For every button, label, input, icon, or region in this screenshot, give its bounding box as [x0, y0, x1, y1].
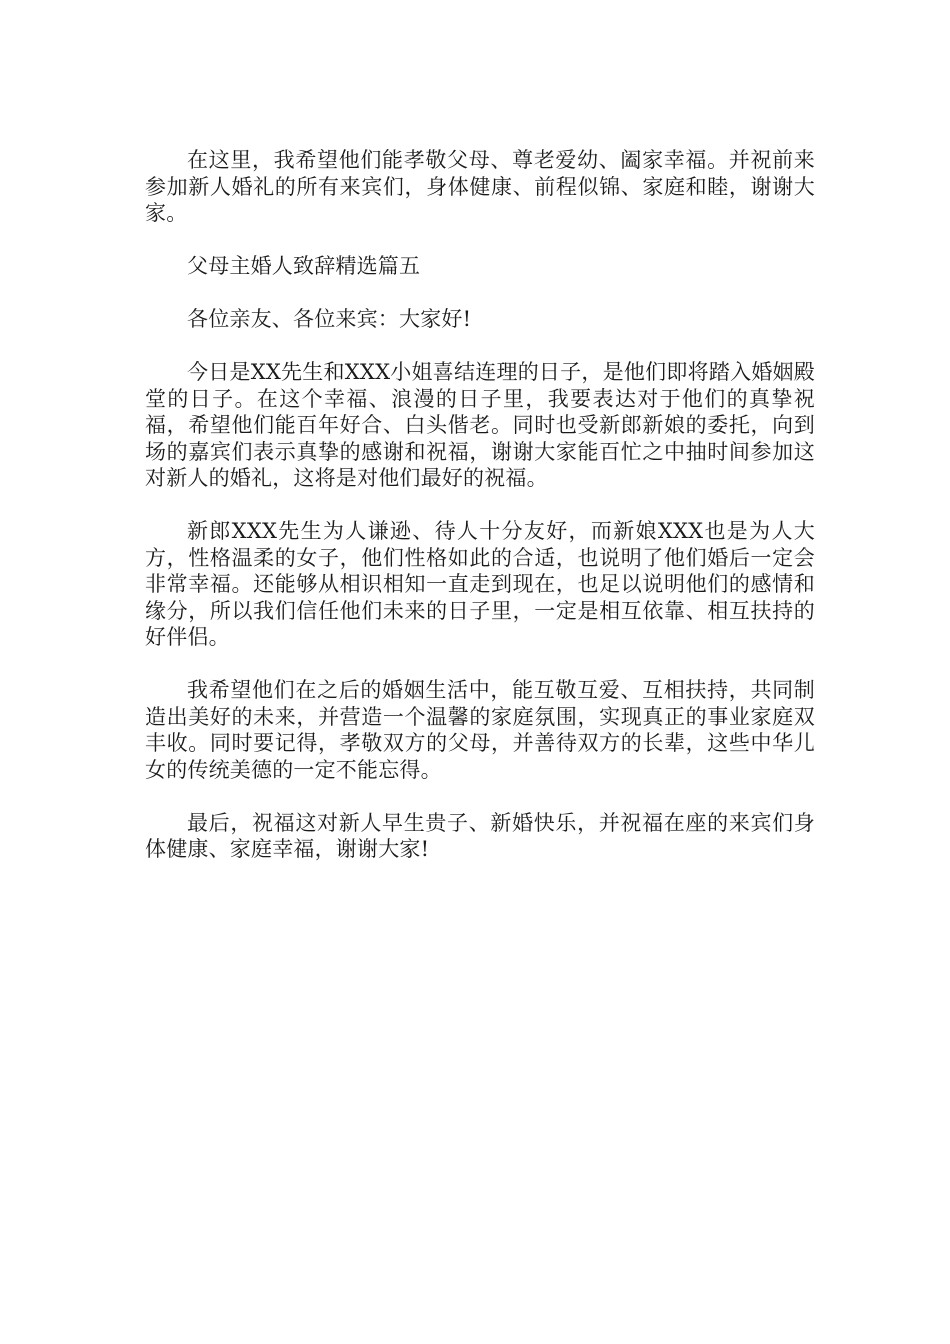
paragraph-greeting: 各位亲友、各位来宾：大家好! [187, 307, 472, 331]
paragraph-occasion: 今日是XX先生和XXX小姐喜结连理的日子，是他们即将踏入婚姻殿堂的日子。在这个幸福、浪漫的日子里，我要表达对于他们的真挚祝福，希望他们能百年好合、白头偕老。同时也受新郎新娘的委托，向到场的嘉宾们表示真挚的感谢和祝福，谢谢大家能百忙之中抽时间参加这对新人的婚礼，这将是对他们最好的祝福。 [145, 360, 815, 490]
paragraph-closing-wishes: 在这里，我希望他们能孝敬父母、尊老爱幼、阖家幸福。并祝前来参加新人婚礼的所有来宾们，身体健康、前程似锦、家庭和睦，谢谢大家。 [145, 148, 815, 225]
paragraph-final-blessing: 最后，祝福这对新人早生贵子、新婚快乐，并祝福在座的来宾们身体健康、家庭幸福，谢谢大家! [145, 810, 815, 861]
document-body [145, 147, 815, 889]
paragraph-hopes: 我希望他们在之后的婚姻生活中，能互敬互爱、互相扶持，共同制造出美好的未来，并营造一个温馨的家庭氛围，实现真正的事业家庭双丰收。同时要记得，孝敬双方的父母，并善待双方的长辈，这些中华儿女的传统美德的一定不能忘得。 [145, 678, 815, 782]
paragraph-couple-description: 新郎XXX先生为人谦逊、待人十分友好，而新娘XXX也是为人大方，性格温柔的女子，他们性格如此的合适，也说明了他们婚后一定会非常幸福。还能够从相识相知一直走到现在，也足以说明他们的感情和缘分，所以我们信任他们未来的日子里，一定是相互依靠、相互扶持的好伴侣。 [145, 519, 815, 649]
section-heading: 父母主婚人致辞精选篇五 [187, 254, 421, 278]
